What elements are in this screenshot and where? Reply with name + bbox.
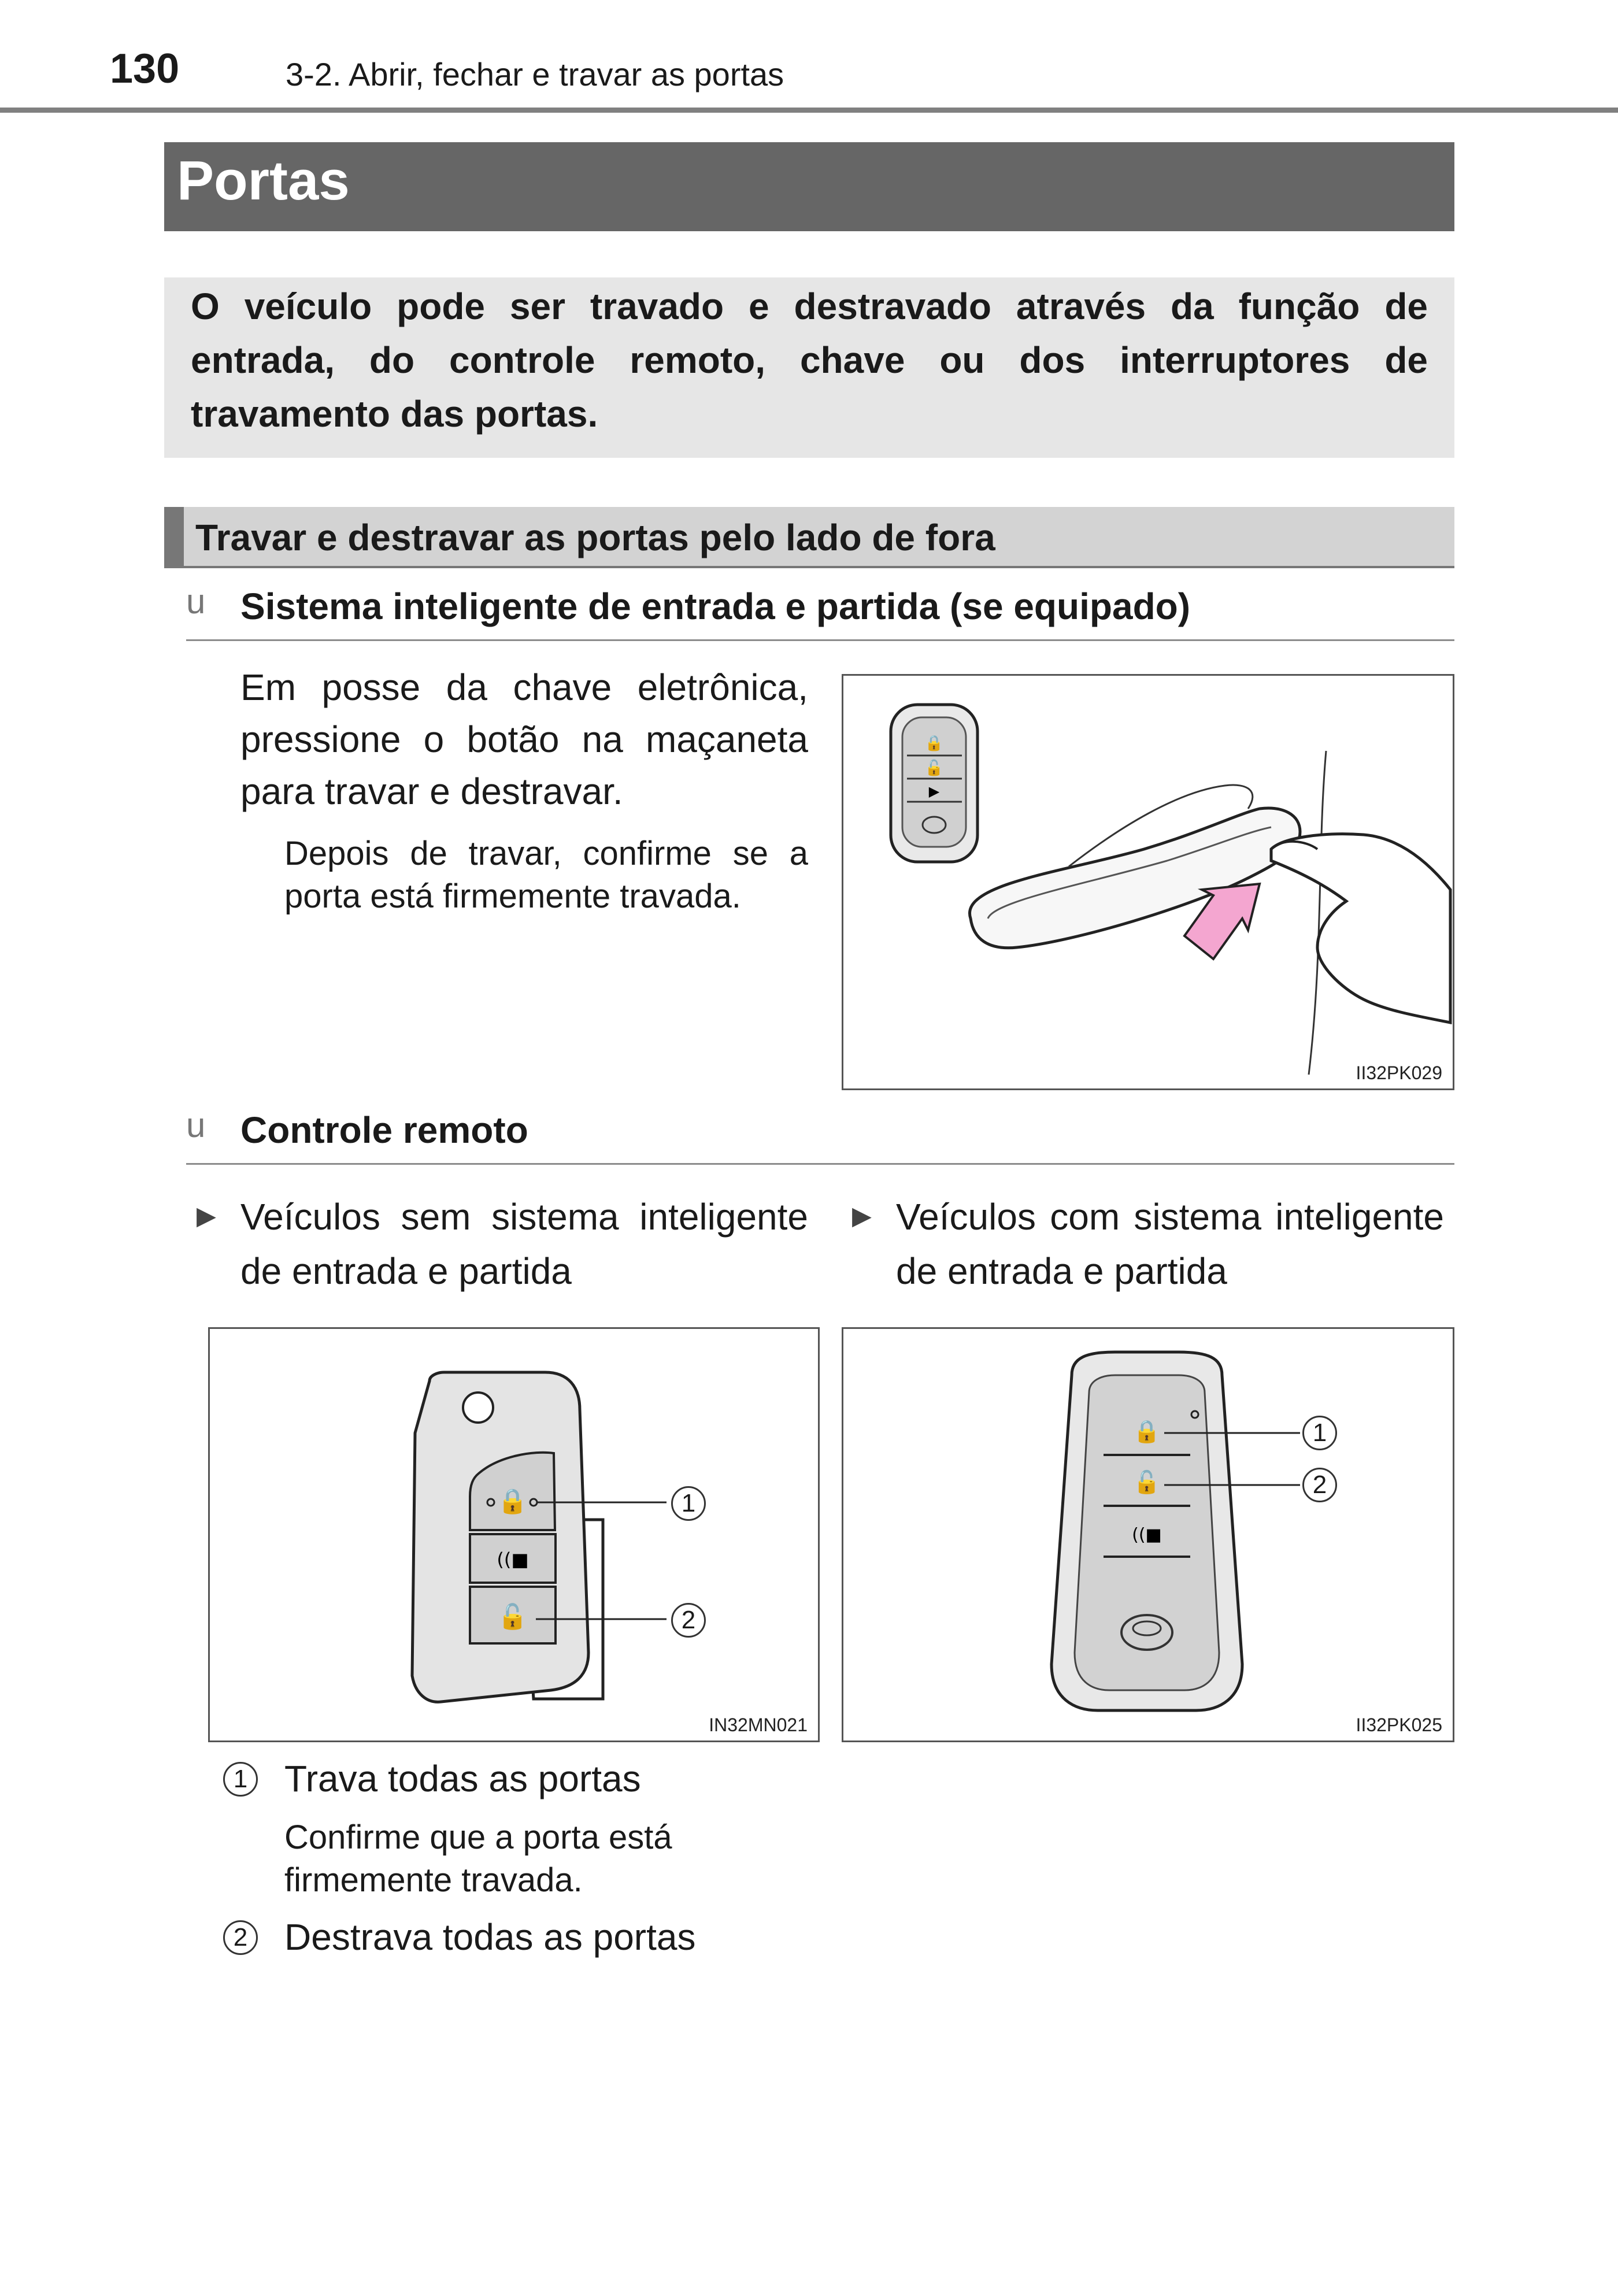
section-rule: [186, 639, 1454, 641]
svg-text:🔓: 🔓: [1133, 1469, 1161, 1495]
item-note: Confirme que a porta está firmemente travada.: [284, 1819, 672, 1899]
triangle-bullet-icon: ▶: [852, 1202, 872, 1230]
svg-text:🔒: 🔒: [924, 735, 944, 752]
door-handle-illustration: [843, 676, 1453, 1088]
smart-key-illustration: [843, 1329, 1453, 1740]
header-rule: [0, 108, 1618, 113]
figure-code: II32PK025: [1356, 1714, 1442, 1735]
flip-key-illustration: [210, 1329, 818, 1740]
callout-2: 2: [671, 1603, 706, 1638]
page-title: Portas: [177, 150, 350, 212]
door-handle-figure: [842, 674, 1454, 1090]
section-path: 3-2. Abrir, fechar e travar as portas: [286, 56, 784, 92]
intro-text: O veículo pode ser travado e destravado através da função de entrada, do controle remoto, chave ou dos interruptores de travamento das portas.: [191, 286, 1428, 435]
subheading: Travar e destravar as portas pelo lado de fora: [195, 517, 995, 558]
title-bar: [164, 142, 1454, 231]
section-rule: [186, 1163, 1454, 1165]
svg-text:🔓: 🔓: [924, 760, 944, 777]
bullet-marker: u: [186, 1106, 206, 1145]
svg-text:🔓: 🔓: [497, 1602, 528, 1631]
smart-entry-heading: Sistema inteligente de entrada e partida (se equipado): [240, 586, 1191, 627]
callout-1: 1: [671, 1486, 706, 1521]
remote-left-label: Veículos sem sistema inteligente de entrada e partida: [240, 1196, 808, 1292]
page-number: 130: [110, 46, 180, 92]
item-label: Trava todas as portas: [284, 1758, 641, 1799]
svg-text:🔒: 🔒: [1133, 1419, 1161, 1444]
smart-key-icon: [891, 705, 978, 862]
smart-key-figure: [842, 1327, 1454, 1742]
callout-1: 1: [1302, 1416, 1337, 1450]
item-label: Destrava todas as portas: [284, 1916, 696, 1958]
bullet-marker: u: [186, 582, 206, 621]
smart-entry-note: Depois de travar, confirme se a porta está firmemente travada.: [284, 835, 808, 915]
flip-key-figure: [208, 1327, 820, 1742]
remote-heading: Controle remoto: [240, 1109, 528, 1151]
triangle-bullet-icon: ▶: [197, 1202, 216, 1230]
remote-right-label: Veículos com sistema inteligente de entrada e partida: [896, 1196, 1444, 1292]
subheading-accent: [164, 507, 184, 568]
figure-code: II32PK029: [1356, 1062, 1442, 1083]
svg-text:▶: ▶: [928, 783, 940, 799]
smart-entry-paragraph: Em posse da chave eletrônica, pressione o botão na maçaneta para travar e destravar.: [240, 666, 808, 812]
callout-2: 2: [1302, 1468, 1337, 1502]
svg-text:((■: ((■: [497, 1549, 529, 1571]
item-number: 1: [223, 1762, 258, 1797]
svg-text:🔒: 🔒: [497, 1487, 528, 1515]
figure-code: IN32MN021: [709, 1714, 808, 1735]
item-number: 2: [223, 1920, 258, 1955]
svg-text:((■: ((■: [1132, 1525, 1162, 1545]
